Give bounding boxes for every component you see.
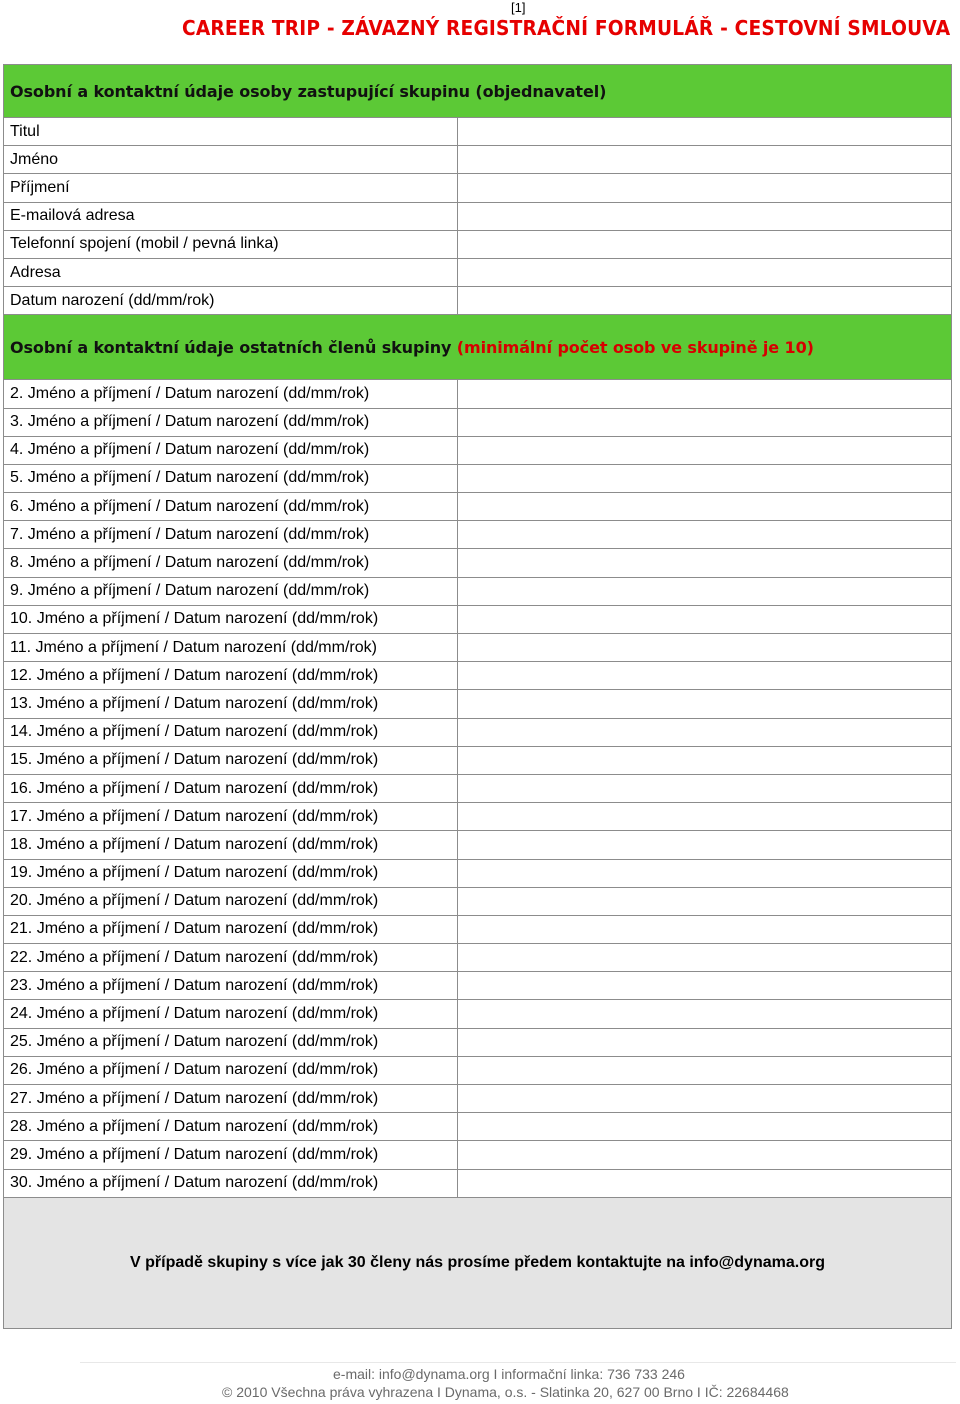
field-label: 14. Jméno a příjmení / Datum narození (dd/mm/rok) bbox=[4, 718, 458, 746]
field-input[interactable] bbox=[458, 230, 952, 258]
representative-field-row bbox=[4, 202, 952, 230]
field-input[interactable] bbox=[458, 464, 952, 492]
member-row bbox=[4, 1141, 952, 1169]
field-label: 9. Jméno a příjmení / Datum narození (dd/mm/rok) bbox=[4, 577, 458, 605]
field-label: 10. Jméno a příjmení / Datum narození (dd/mm/rok) bbox=[4, 605, 458, 633]
field-label: 22. Jméno a příjmení / Datum narození (dd/mm/rok) bbox=[4, 944, 458, 972]
field-label: 12. Jméno a příjmení / Datum narození (dd/mm/rok) bbox=[4, 662, 458, 690]
field-input[interactable] bbox=[458, 1028, 952, 1056]
field-input[interactable] bbox=[458, 521, 952, 549]
field-input[interactable] bbox=[458, 287, 952, 315]
member-row bbox=[4, 662, 952, 690]
field-label: 24. Jméno a příjmení / Datum narození (dd/mm/rok) bbox=[4, 1000, 458, 1028]
field-input[interactable] bbox=[458, 915, 952, 943]
member-row bbox=[4, 718, 952, 746]
field-label: Jméno bbox=[4, 146, 458, 174]
section-header-representative bbox=[4, 65, 952, 118]
member-row bbox=[4, 1169, 952, 1197]
field-input[interactable] bbox=[458, 605, 952, 633]
field-label: Datum narození (dd/mm/rok) bbox=[4, 287, 458, 315]
field-label: 17. Jméno a příjmení / Datum narození (dd/mm/rok) bbox=[4, 803, 458, 831]
member-row bbox=[4, 1085, 952, 1113]
section-header-highlight: (minimální počet osob ve skupině je 10) bbox=[456, 337, 814, 357]
field-input[interactable] bbox=[458, 493, 952, 521]
member-row bbox=[4, 408, 952, 436]
field-label: Titul bbox=[4, 118, 458, 146]
notice-text: V případě skupiny s více jak 30 členy nás prosíme předem kontaktujte na info@dynama.org bbox=[4, 1197, 952, 1328]
member-row bbox=[4, 549, 952, 577]
field-label: 21. Jméno a příjmení / Datum narození (dd/mm/rok) bbox=[4, 915, 458, 943]
member-row bbox=[4, 746, 952, 774]
member-row bbox=[4, 803, 952, 831]
field-input[interactable] bbox=[458, 436, 952, 464]
representative-field-row bbox=[4, 258, 952, 286]
member-row bbox=[4, 1056, 952, 1084]
field-input[interactable] bbox=[458, 662, 952, 690]
page-number: [1] bbox=[511, 0, 526, 15]
member-row bbox=[4, 972, 952, 1000]
member-row bbox=[4, 493, 952, 521]
field-label: 30. Jméno a příjmení / Datum narození (dd/mm/rok) bbox=[4, 1169, 458, 1197]
field-input[interactable] bbox=[458, 549, 952, 577]
field-input[interactable] bbox=[458, 774, 952, 802]
member-row bbox=[4, 690, 952, 718]
field-input[interactable] bbox=[458, 634, 952, 662]
field-input[interactable] bbox=[458, 690, 952, 718]
notice-row bbox=[4, 1197, 952, 1328]
section-header-text bbox=[4, 315, 952, 380]
field-input[interactable] bbox=[458, 146, 952, 174]
footer-copyright: © 2010 Všechna práva vyhrazena I Dynama, o.s. - Slatinka 20, 627 00 Brno I IČ: 22684468 bbox=[222, 1384, 789, 1400]
section-header-main: Osobní a kontaktní údaje ostatních členů skupiny bbox=[10, 337, 457, 357]
field-label: 25. Jméno a příjmení / Datum narození (dd/mm/rok) bbox=[4, 1028, 458, 1056]
field-input[interactable] bbox=[458, 718, 952, 746]
field-input[interactable] bbox=[458, 258, 952, 286]
field-input[interactable] bbox=[458, 1056, 952, 1084]
representative-field-row bbox=[4, 118, 952, 146]
field-input[interactable] bbox=[458, 1141, 952, 1169]
member-row bbox=[4, 1000, 952, 1028]
field-label: 3. Jméno a příjmení / Datum narození (dd/mm/rok) bbox=[4, 408, 458, 436]
field-label: 20. Jméno a příjmení / Datum narození (dd/mm/rok) bbox=[4, 887, 458, 915]
field-label: 5. Jméno a příjmení / Datum narození (dd/mm/rok) bbox=[4, 464, 458, 492]
field-label: 27. Jméno a příjmení / Datum narození (dd/mm/rok) bbox=[4, 1085, 458, 1113]
representative-field-row bbox=[4, 146, 952, 174]
member-row bbox=[4, 577, 952, 605]
member-row bbox=[4, 605, 952, 633]
member-row bbox=[4, 634, 952, 662]
page-title: CAREER TRIP - ZÁVAZNÝ REGISTRAČNÍ FORMULÁŘ - CESTOVNÍ SMLOUVA bbox=[182, 16, 951, 40]
section-header-members bbox=[4, 315, 952, 380]
section-header-text: Osobní a kontaktní údaje osoby zastupující skupinu (objednavatel) bbox=[4, 65, 952, 118]
field-label: 19. Jméno a příjmení / Datum narození (dd/mm/rok) bbox=[4, 859, 458, 887]
footer-divider bbox=[80, 1362, 956, 1363]
member-row bbox=[4, 436, 952, 464]
field-input[interactable] bbox=[458, 202, 952, 230]
field-label: 7. Jméno a příjmení / Datum narození (dd/mm/rok) bbox=[4, 521, 458, 549]
field-input[interactable] bbox=[458, 944, 952, 972]
field-label: E-mailová adresa bbox=[4, 202, 458, 230]
representative-field-row bbox=[4, 287, 952, 315]
member-row bbox=[4, 859, 952, 887]
field-input[interactable] bbox=[458, 174, 952, 202]
field-input[interactable] bbox=[458, 803, 952, 831]
member-row bbox=[4, 915, 952, 943]
field-label: 13. Jméno a příjmení / Datum narození (dd/mm/rok) bbox=[4, 690, 458, 718]
field-input[interactable] bbox=[458, 887, 952, 915]
field-label: 11. Jméno a příjmení / Datum narození (dd/mm/rok) bbox=[4, 634, 458, 662]
field-label: 26. Jméno a příjmení / Datum narození (dd/mm/rok) bbox=[4, 1056, 458, 1084]
field-label: 8. Jméno a příjmení / Datum narození (dd/mm/rok) bbox=[4, 549, 458, 577]
field-input[interactable] bbox=[458, 972, 952, 1000]
registration-form-table bbox=[3, 64, 952, 1329]
field-label: 15. Jméno a příjmení / Datum narození (dd/mm/rok) bbox=[4, 746, 458, 774]
member-row bbox=[4, 887, 952, 915]
member-row bbox=[4, 1028, 952, 1056]
field-input[interactable] bbox=[458, 577, 952, 605]
field-label: 29. Jméno a příjmení / Datum narození (dd/mm/rok) bbox=[4, 1141, 458, 1169]
member-row bbox=[4, 774, 952, 802]
field-input[interactable] bbox=[458, 1000, 952, 1028]
member-row bbox=[4, 831, 952, 859]
field-input[interactable] bbox=[458, 831, 952, 859]
field-label: 28. Jméno a příjmení / Datum narození (dd/mm/rok) bbox=[4, 1113, 458, 1141]
field-input[interactable] bbox=[458, 1113, 952, 1141]
field-input[interactable] bbox=[458, 746, 952, 774]
member-row bbox=[4, 380, 952, 408]
field-input[interactable] bbox=[458, 380, 952, 408]
field-label: 16. Jméno a příjmení / Datum narození (dd/mm/rok) bbox=[4, 774, 458, 802]
field-input[interactable] bbox=[458, 859, 952, 887]
representative-field-row bbox=[4, 174, 952, 202]
field-label: 2. Jméno a příjmení / Datum narození (dd/mm/rok) bbox=[4, 380, 458, 408]
field-input[interactable] bbox=[458, 408, 952, 436]
member-row bbox=[4, 1113, 952, 1141]
member-row bbox=[4, 464, 952, 492]
field-label: 18. Jméno a příjmení / Datum narození (dd/mm/rok) bbox=[4, 831, 458, 859]
representative-field-row bbox=[4, 230, 952, 258]
member-row bbox=[4, 521, 952, 549]
member-row bbox=[4, 944, 952, 972]
field-label: Adresa bbox=[4, 258, 458, 286]
field-label: Příjmení bbox=[4, 174, 458, 202]
footer-contact: e-mail: info@dynama.org I informační linka: 736 733 246 bbox=[333, 1366, 685, 1382]
field-input[interactable] bbox=[458, 1169, 952, 1197]
field-input[interactable] bbox=[458, 1085, 952, 1113]
field-input[interactable] bbox=[458, 118, 952, 146]
field-label: 4. Jméno a příjmení / Datum narození (dd/mm/rok) bbox=[4, 436, 458, 464]
field-label: Telefonní spojení (mobil / pevná linka) bbox=[4, 230, 458, 258]
field-label: 23. Jméno a příjmení / Datum narození (dd/mm/rok) bbox=[4, 972, 458, 1000]
field-label: 6. Jméno a příjmení / Datum narození (dd/mm/rok) bbox=[4, 493, 458, 521]
